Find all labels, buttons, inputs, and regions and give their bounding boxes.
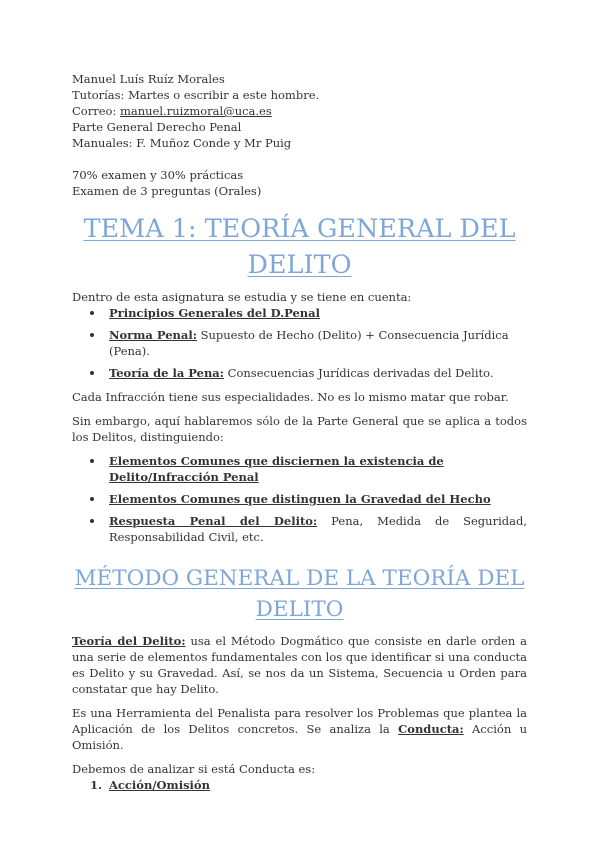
list-item: Respuesta Penal del Delito: Pena, Medida de Seguridad, Responsabilidad Civil, etc. — [72, 513, 527, 545]
list-item: Teoría de la Pena: Consecuencias Jurídicas derivadas del Delito. — [72, 365, 527, 381]
list-item: Elementos Comunes que disciernen la existencia de Delito/Infracción Penal — [72, 453, 527, 485]
grading-line: 70% examen y 30% prácticas — [72, 168, 244, 182]
tema1-para1: Cada Infracción tiene sus especialidades. No es lo mismo matar que robar. — [72, 390, 509, 404]
email-link[interactable]: manuel.ruizmoral@uca.es — [119, 104, 272, 118]
tema1-title-line2: DELITO — [247, 250, 352, 280]
manuales-line: Manuales: F. Muñoz Conde y Mr Puig — [72, 136, 292, 150]
metodo-title-line2: DELITO — [255, 597, 344, 622]
author-name: Manuel Luís Ruíz Morales — [72, 72, 225, 86]
list-item: Elementos Comunes que distinguen la Gravedad del Hecho — [72, 491, 527, 507]
metodo-title-line1: MÉTODO GENERAL DE LA TEORÍA DEL — [74, 566, 525, 591]
debemos-line: Debemos de analizar si está Conducta es: — [72, 762, 316, 776]
course-line: Parte General Derecho Penal — [72, 120, 242, 134]
herramienta-paragraph: Es una Herramienta del Penalista para resolver los Problemas que plantea la Aplicación de los Delitos concretos. Se analiza la Conducta: Acción u Omisión. — [72, 706, 527, 752]
tema1-title — [72, 211, 527, 283]
tema1-list2 — [72, 453, 527, 545]
tema1-title-line1: TEMA 1: TEORÍA GENERAL DEL — [83, 214, 516, 244]
teoria-paragraph: Teoría del Delito: usa el Método Dogmático que consiste en darle orden a una serie de elementos fundamentales con los que identificar si una conducta es Delito y su Gravedad. Así, se nos da un Sistema, Secuencia u Orden para constatar que hay Delito. — [72, 634, 528, 696]
document-page — [72, 71, 527, 799]
tema1-para2: Sin embargo, aquí hablaremos sólo de la Parte General que se aplica a todos los Delitos, distinguiendo: — [72, 414, 527, 444]
exam-line: Examen de 3 preguntas (Orales) — [72, 184, 262, 198]
tutorias-line: Tutorías: Martes o escribir a este hombre. — [72, 88, 320, 102]
metodo-title — [72, 563, 527, 625]
list-item: Principios Generales del D.Penal — [72, 305, 527, 321]
list-item: 1. Acción/Omisión — [90, 778, 210, 792]
correo-line — [72, 103, 527, 119]
conducta-list — [72, 777, 527, 793]
tema1-intro: Dentro de esta asignatura se estudia y se tiene en cuenta: — [72, 290, 412, 304]
tema1-list — [72, 305, 527, 381]
list-item: Norma Penal: Supuesto de Hecho (Delito) + Consecuencia Jurídica (Pena). — [72, 327, 527, 359]
correo-label: Correo: — [72, 104, 120, 118]
